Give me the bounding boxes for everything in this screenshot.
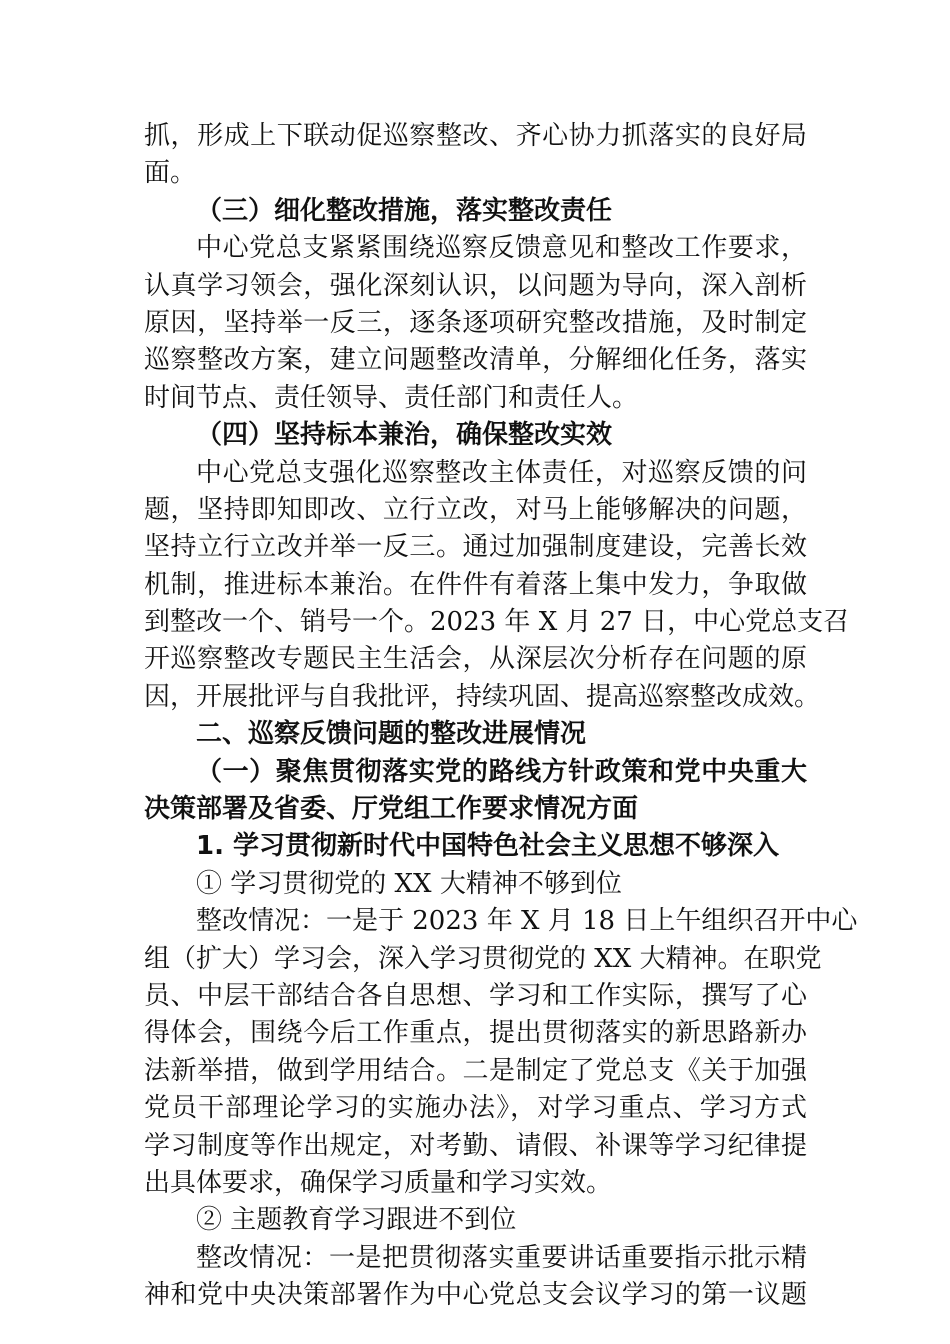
section-heading-continued: 决策部署及省委、厅党组工作要求情况方面 <box>144 794 639 825</box>
sub-item-heading: ① 学习贯彻党的 XX 大精神不够到位 <box>196 868 622 899</box>
section-heading: （三）细化整改措施，落实整改责任 <box>196 195 613 226</box>
body-text-line: 因，开展批评与自我批评，持续巩固、提高巡察整改成效。 <box>144 681 821 712</box>
body-text-line: 法新举措，做到学用结合。二是制定了党总支《关于加强 <box>144 1055 807 1086</box>
section-heading: 1. 学习贯彻新时代中国特色社会主义思想不够深入 <box>196 831 780 862</box>
body-text-line: 出具体要求，确保学习质量和学习实效。 <box>144 1167 613 1198</box>
sub-item-heading: ② 主题教育学习跟进不到位 <box>196 1205 517 1236</box>
section-heading: （一）聚焦贯彻落实党的路线方针政策和党中央重大 <box>196 756 807 787</box>
body-text-line: 得体会，围绕今后工作重点，提出贯彻落实的新思路新办 <box>144 1018 807 1049</box>
body-text-line: 时间节点、责任领导、责任部门和责任人。 <box>144 382 639 413</box>
body-text-line: 学习制度等作出规定，对考勤、请假、补课等学习纪律提 <box>144 1130 807 1161</box>
body-text-line: 到整改一个、销号一个。2023 年 X 月 27 日，中心党总支召 <box>144 607 850 638</box>
body-text-line: 原因，坚持举一反三，逐条逐项研究整改措施，及时制定 <box>144 307 807 338</box>
section-heading: （四）坚持标本兼治，确保整改实效 <box>196 420 613 451</box>
body-text-line: 认真学习领会，强化深刻认识，以问题为导向，深入剖析 <box>144 270 807 301</box>
body-text-line: 党员干部理论学习的实施办法》，对学习重点、学习方式 <box>144 1093 807 1124</box>
body-text-line: 神和党中央决策部署作为中心党总支会议学习的第一议题 <box>144 1280 807 1311</box>
body-text-line: 开巡察整改专题民主生活会，从深层次分析存在问题的原 <box>144 644 807 675</box>
body-text-line: 机制，推进标本兼治。在件件有着落上集中发力，争取做 <box>144 569 807 600</box>
paragraph-first-line: 中心党总支强化巡察整改主体责任，对巡察反馈的问 <box>196 457 807 488</box>
body-text-line: 抓，形成上下联动促巡察整改、齐心协力抓落实的良好局 <box>144 121 807 151</box>
body-text-line: 坚持立行立改并举一反三。通过加强制度建设，完善长效 <box>144 532 807 563</box>
body-text-line: 员、中层干部结合各自思想、学习和工作实际，撰写了心 <box>144 980 807 1011</box>
section-heading: 二、巡察反馈问题的整改进展情况 <box>196 719 587 750</box>
body-text-line: 组（扩大）学习会，深入学习贯彻党的 XX 大精神。在职党 <box>144 943 822 974</box>
body-text-line: 面。 <box>144 158 197 189</box>
body-text-line: 题，坚持即知即改、立行立改，对马上能够解决的问题， <box>144 494 807 525</box>
paragraph-first-line: 整改情况：一是于 2023 年 X 月 18 日上午组织召开中心 <box>196 906 858 937</box>
body-text-line: 巡察整改方案，建立问题整改清单，分解细化任务，落实 <box>144 345 807 376</box>
paragraph-first-line: 中心党总支紧紧围绕巡察反馈意见和整改工作要求， <box>196 233 807 264</box>
document-page <box>144 118 858 1315</box>
paragraph-first-line: 整改情况：一是把贯彻落实重要讲话重要指示批示精 <box>196 1242 807 1273</box>
